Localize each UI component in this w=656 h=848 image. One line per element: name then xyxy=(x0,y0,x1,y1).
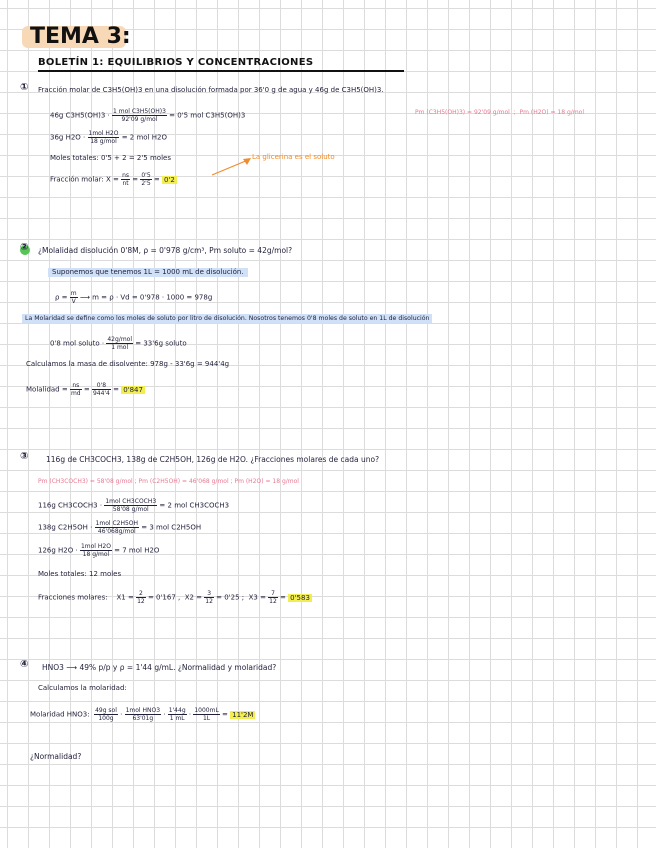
problem-1-solute-note: La glicerina es el soluto xyxy=(252,153,335,161)
problem-3-line-3: 126g H2O · $\frac{\text{1mol H2O}}{\text{18 g/mol}}$ = 7 mol H2O xyxy=(38,543,160,558)
problem-2-result: 0'847 xyxy=(123,385,143,394)
problem-3-statement: 116g de CH3COCH3, 138g de C2H5OH, 126g de H2O. ¿Fracciones molares de cada uno? xyxy=(46,455,380,464)
problem-2-statement: ¿Molalidad disolución 0'8M, ρ = 0'978 g/cm³, Pm soluto = 42g/mol? xyxy=(38,246,293,255)
problem-4-statement: HNO3 ⟶ 49% p/p y ρ = 1'44 g/mL. ¿Normalidad y molaridad? xyxy=(42,663,277,672)
problem-1-line-3: Moles totales: 0'5 + 2 = 2'5 moles xyxy=(50,154,171,162)
problem-2-line-2: ρ = $\frac{m}{V}$ ⟶ m = ρ · Vd = 0'978 · 1000 = 978g xyxy=(55,290,213,305)
arrow-icon xyxy=(210,156,254,178)
problem-1-line-1: 46g C3H5(OH)3 · $\frac{\text{1 mol C3H5(OH)3}}{\text{92'09 g/mol}}$ = 0'5 mol C3H5(OH)3 xyxy=(50,108,246,123)
page-title: TEMA 3: xyxy=(30,24,131,49)
problem-4-line-1: Calculamos la molaridad: xyxy=(38,684,127,692)
problem-1-line-2: 36g H2O · $\frac{\text{1mol H2O}}{\text{18 g/mol}}$ = 2 mol H2O xyxy=(50,130,167,145)
problem-2-line-6: Molalidad = $\frac{ns}{md}$ = $\frac{0'8}{944'4}$ = 0'847 xyxy=(26,382,143,397)
problem-2-line-5: Calculamos la masa de disolvente: 978g - 33'6g = 944'4g xyxy=(26,360,230,368)
problem-1-statement: Fracción molar de C3H5(OH)3 en una disolución formada por 36'0 g de agua y 46g de C3H5(OH)3. xyxy=(38,86,384,94)
problem-3-line-2: 138g C2H5OH · $\frac{\text{1mol C2H5OH}}{\text{46'068g/mol}}$ = 3 mol C2H5OH xyxy=(38,520,202,535)
problem-2-line-3: La Molaridad se define como los moles de soluto por litro de disolución. Nosotros tenemos 0'8 moles de soluto en 1L de disolución xyxy=(22,314,432,323)
problem-1-line-4: Fracción molar: X = $\frac{ns}{nt}$ = $\frac{0'5}{2'5}$ = 0'2 xyxy=(50,172,175,187)
problem-4-number: ④ xyxy=(20,659,29,670)
problem-3-line-4: Moles totales: 12 moles xyxy=(38,570,122,578)
problem-1-result: 0'2 xyxy=(164,175,175,184)
problem-2-line-1: Suponemos que tenemos 1L = 1000 mL de disolución. xyxy=(48,268,248,277)
problem-3-line-1: 116g CH3COCH3 · $\frac{\text{1mol CH3COCH3}}{\text{58'08 g/mol}}$ = 2 mol CH3COCH3 xyxy=(38,498,230,513)
subtitle-underline xyxy=(38,70,404,72)
problem-2-line-4: 0'8 mol soluto · $\frac{\text{42g/mol}}{\text{1 mol}}$ = 33'6g soluto xyxy=(50,336,187,351)
problem-4-result: 11'2M xyxy=(232,710,254,719)
problem-1-pm-notes: Pm (C3H5(OH)3) = 92'09 g/mol ; Pm (H2O) = 18 g/mol xyxy=(415,109,584,116)
problem-1-number: ① xyxy=(20,82,29,93)
page-subtitle: BOLETÍN 1: EQUILIBRIOS Y CONCENTRACIONES xyxy=(38,57,314,68)
problem-2-number: ② xyxy=(20,242,29,253)
problem-4-line-3: ¿Normalidad? xyxy=(30,752,82,761)
problem-3-line-5: Fracciones molares: X1 = $\frac{2}{12}$ = 0'167 , X2 = $\frac{3}{12}$ = 0'25 ; X3 = $\frac{7}{12}$ = 0'583 xyxy=(38,590,310,605)
problem-4-line-2: Molaridad HNO3: $\frac{\text{49g sol}}{100g}$ · $\frac{\text{1mol HNO3}}{63'01g}$ · $\frac{1'44g}{1 mL}$ · $\frac{1000mL}{1L}$ = 11'2M xyxy=(30,707,254,722)
problem-3-result: 0'583 xyxy=(290,593,310,602)
problem-3-number: ③ xyxy=(20,451,29,462)
problem-3-pm-notes: Pm (CH3COCH3) = 58'08 g/mol ; Pm (C2H5OH) = 46'068 g/mol ; Pm (H2O) = 18 g/mol xyxy=(38,478,299,485)
